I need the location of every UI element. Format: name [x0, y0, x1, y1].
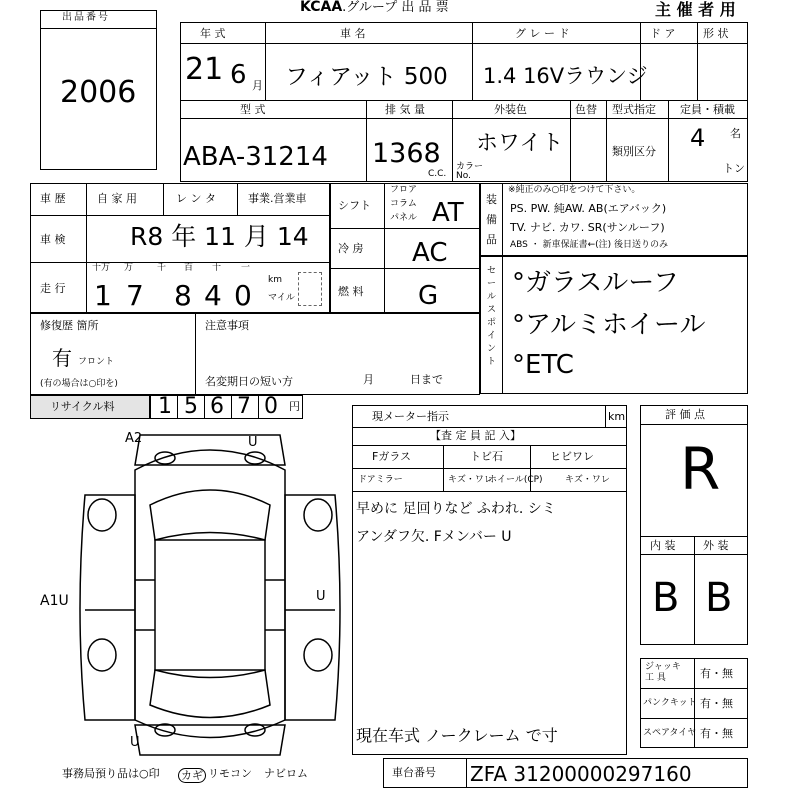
- cc-unit: C.C.: [428, 169, 447, 179]
- damage-mark-side-left: A1U: [40, 593, 69, 609]
- repair-note: (有の場合は○印を): [40, 379, 118, 389]
- expiry-month-label: 月: [363, 373, 374, 386]
- expiry-day-label: 日まで: [410, 373, 443, 386]
- sales-points-label: セールスポイント: [487, 266, 497, 367]
- category-label: 類別区分: [612, 145, 656, 158]
- inspection-label: 車 検: [40, 233, 66, 246]
- month-unit: 月: [252, 79, 263, 92]
- damage-mark-rear: U: [130, 735, 140, 750]
- sales-point-item: °ガラスルーフ: [512, 268, 679, 298]
- capacity-unit-2: トン: [723, 162, 745, 175]
- month-value: 6: [230, 60, 247, 90]
- private-label: 自 家 用: [97, 192, 137, 205]
- model-label: 型 式: [240, 103, 266, 116]
- recycle-digits-box: [150, 395, 303, 419]
- equipment-line-2: TV. ナビ. カワ. SR(サンルーフ): [510, 221, 665, 234]
- inspector-comment-2: アンダフ欠. Fメンバー U: [356, 529, 512, 545]
- recycle-digit: 7: [237, 394, 251, 419]
- shift-option: パネル: [390, 213, 418, 223]
- repair-value: 有: [52, 346, 72, 370]
- shape-label: 形 状: [703, 27, 729, 40]
- lot-number: 2006: [60, 75, 137, 110]
- capacity-unit-1: 名: [730, 127, 741, 140]
- color-label: 外装色: [494, 103, 527, 116]
- type-spec-label: 型式指定: [612, 103, 656, 116]
- recycle-digit: 1: [158, 394, 172, 419]
- car-name-value: フィアット 500: [285, 64, 448, 90]
- shift-value: AT: [432, 198, 464, 228]
- grade-value: 1.4 16Vラウンジ: [483, 64, 648, 88]
- mileage-unit: 万: [124, 263, 134, 273]
- score-value: R: [680, 435, 721, 503]
- history-label: 車 歴: [40, 192, 66, 205]
- grade-label: グ レ ー ド: [515, 27, 570, 40]
- meter-unit: km: [608, 410, 626, 423]
- spare-options[interactable]: 有・無: [700, 727, 733, 740]
- mileage-digit: 8: [174, 279, 192, 312]
- color-change-label: 色替: [575, 103, 597, 116]
- remote-label: リモコン: [208, 767, 252, 780]
- fuel-label: 燃 料: [338, 285, 364, 298]
- equipment-line-3: ABS ・ 新車保証書←(注) 後日送りのみ: [510, 240, 669, 250]
- year-label: 年 式: [200, 27, 226, 40]
- wheel-options: キズ・ワレ: [565, 475, 610, 485]
- shift-option: コラム: [390, 199, 417, 209]
- mileage-unit: 百: [184, 263, 194, 273]
- door-label: ド ア: [650, 27, 676, 40]
- expiry-label: 名変期日の短い方: [205, 375, 293, 388]
- wheel-label: ホイール(CP): [488, 475, 543, 485]
- notice-label: 注意事項: [205, 319, 249, 332]
- km-mile-checkbox[interactable]: [298, 272, 322, 306]
- key-label: カギ: [178, 768, 206, 783]
- crack-label: ヒビワレ: [550, 450, 594, 463]
- inspector-comment-1: 早めに 足回りなど ふわれ. シミ: [356, 501, 556, 517]
- year-value: 21: [185, 52, 224, 87]
- glass-label: Fガラス: [372, 450, 411, 463]
- repair-label: 修復歴 箇所: [40, 319, 99, 332]
- shift-label: シフト: [338, 199, 371, 212]
- spare-label: スペアタイヤ: [643, 728, 697, 738]
- rental-label: レ ン タ: [176, 192, 216, 205]
- name-label: 車 名: [340, 27, 366, 40]
- business-label: 事業.営業車: [248, 192, 307, 205]
- mirror-options: キズ・ワレ: [448, 475, 493, 485]
- lot-label: 出品番号: [62, 12, 110, 23]
- equipment-label: 装備品: [486, 193, 497, 246]
- jack-label: ジャッキ 工 具: [645, 662, 681, 683]
- displacement-value: 1368: [372, 138, 441, 169]
- km-label: km: [268, 275, 282, 285]
- office-note: 事務局預り品は○印: [62, 767, 160, 780]
- interior-value: B: [652, 575, 680, 621]
- mileage-unit: 一: [241, 263, 251, 273]
- mileage-unit: 十: [212, 263, 222, 273]
- recycle-digit: 0: [264, 394, 278, 419]
- ac-label: 冷 房: [338, 242, 364, 255]
- inspection-value: R8 年 11 月 14: [130, 222, 309, 251]
- recycle-unit: 円: [289, 400, 300, 413]
- model-value: ABA-31214: [183, 142, 328, 172]
- fuel-value: G: [418, 281, 439, 311]
- exterior-label: 外 装: [703, 539, 729, 552]
- form-title: .グループ 出 品 票: [342, 0, 449, 15]
- color-no-label: カラー No.: [456, 162, 484, 181]
- inspector-comment-3: 現在车式 ノークレーム で寸: [356, 726, 558, 745]
- repair-value-note: フロント: [78, 357, 115, 367]
- sales-point-item: °アルミホイール: [512, 310, 706, 340]
- interior-label: 内 装: [650, 539, 676, 552]
- navi-label: ナビロム: [264, 767, 308, 780]
- mileage-unit: 十万: [92, 263, 111, 273]
- sales-point-item: °ETC: [512, 350, 574, 380]
- mileage-label: 走 行: [40, 282, 66, 295]
- recycle-label: リサイクル料: [50, 400, 115, 413]
- damage-mark-side-right: U: [316, 589, 326, 604]
- inspector-section-label: 【査 定 員 記 入】: [430, 429, 521, 442]
- mileage-digit: 0: [234, 279, 252, 312]
- mileage-unit: 千: [157, 263, 167, 273]
- stone-label: トビ石: [470, 450, 503, 463]
- car-diagram: [70, 430, 350, 760]
- chassis-label: 車台番号: [392, 766, 436, 779]
- mileage-digit: 1: [94, 279, 112, 312]
- mileage-digit: 4: [204, 279, 222, 312]
- color-value: ホワイト: [476, 131, 564, 156]
- mile-label: マイル: [268, 293, 295, 303]
- ac-value: AC: [412, 238, 448, 268]
- meter-label: 現メーター指示: [372, 410, 449, 423]
- mileage-digit: 7: [126, 279, 144, 312]
- puncture-options[interactable]: 有・無: [700, 697, 733, 710]
- shift-option: フロア: [390, 185, 418, 195]
- damage-mark-front-left: A2: [125, 431, 143, 446]
- org-logo: KCAA.グループ 出 品 票: [300, 0, 449, 15]
- capacity-label: 定員・積載: [680, 103, 735, 116]
- equipment-line-1: PS. PW. 純AW. AB(エアバック): [510, 202, 667, 215]
- equipment-note: ※純正のみ○印をつけて下さい。: [508, 185, 641, 195]
- recycle-digit: 6: [210, 394, 224, 419]
- damage-mark-front-right: U: [248, 435, 258, 450]
- exterior-value: B: [705, 575, 733, 621]
- mirror-label: ドアミラー: [358, 475, 403, 485]
- recycle-digit: 5: [184, 394, 198, 419]
- jack-options[interactable]: 有・無: [700, 667, 733, 680]
- puncture-label: パンクキット: [643, 698, 697, 708]
- displacement-label: 排 気 量: [385, 103, 425, 116]
- capacity-value: 4: [690, 124, 706, 152]
- score-label: 評 価 点: [665, 408, 705, 421]
- chassis-value: ZFA 31200000297160: [470, 762, 692, 786]
- host-label: 主 催 者 用: [655, 0, 736, 19]
